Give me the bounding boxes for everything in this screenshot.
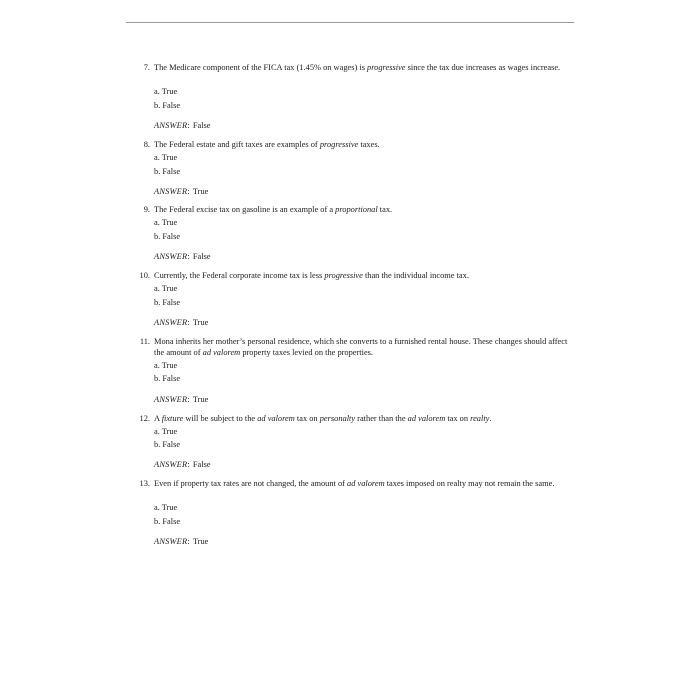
question-stem: Currently, the Federal corporate income tax is less progressive than the individual income tax. — [154, 271, 469, 280]
answer-line — [154, 460, 211, 471]
option-a: a. True — [154, 153, 178, 162]
answer-value: False — [192, 460, 211, 469]
option-a: a. True — [154, 361, 178, 370]
emphasized-term: progressive — [319, 140, 359, 149]
option-b: b. False — [154, 440, 181, 449]
answer-line — [154, 252, 211, 263]
emphasized-term: ad valorem — [347, 479, 385, 488]
option-b: b. False — [154, 101, 181, 110]
emphasized-term: ad valorem — [202, 347, 241, 357]
option-b: b. False — [154, 167, 181, 176]
emphasized-term: ad valorem — [407, 414, 446, 423]
question-stem: Mona inherits her mother’s personal residence, which she converts to a furnished rental house. These changes should affect the amount of ad valorem property taxes levied on the properties. — [154, 337, 568, 357]
answer-label: ANSWER : — [154, 537, 190, 546]
emphasized-term: fixture — [161, 414, 184, 423]
answer-value: True — [192, 187, 209, 196]
option-a: a. True — [154, 87, 178, 96]
answer-line — [154, 537, 208, 548]
option-b: b. False — [154, 298, 181, 307]
answer-line — [154, 187, 208, 198]
question-stem: The Medicare component of the FICA tax (1.45% on wages) is progressive since the tax due increases as wages increase. — [154, 63, 561, 72]
question-stem: A fixture will be subject to the ad valorem tax on personalty rather than the ad valorem tax on realty. — [154, 414, 492, 423]
question-stem: Even if property tax rates are not changed, the amount of ad valorem taxes imposed on realty may not remain the same. — [154, 479, 555, 488]
answer-value: True — [192, 537, 209, 546]
question-number: 7. — [143, 63, 150, 72]
emphasized-term: personalty — [319, 414, 356, 423]
answer-label: ANSWER : — [154, 395, 190, 404]
emphasized-term: realty — [470, 414, 490, 423]
question-number: 13. — [139, 479, 150, 488]
question-number: 10. — [139, 271, 150, 280]
option-a: a. True — [154, 284, 178, 293]
answer-label: ANSWER : — [154, 460, 190, 469]
question-stem: The Federal excise tax on gasoline is an example of a proportional tax. — [154, 205, 393, 214]
option-a: a. True — [154, 218, 178, 227]
answer-label: ANSWER : — [154, 318, 190, 327]
answer-label: ANSWER : — [154, 187, 190, 196]
option-b: b. False — [154, 232, 181, 241]
answer-line — [154, 318, 208, 329]
answer-label: ANSWER : — [154, 252, 190, 261]
answer-value: False — [192, 252, 211, 261]
emphasized-term: ad valorem — [257, 414, 295, 423]
emphasized-term: progressive — [367, 63, 406, 72]
answer-value: False — [192, 121, 211, 130]
emphasized-term: proportional — [335, 205, 378, 214]
option-b: b. False — [154, 517, 181, 526]
answer-value: True — [192, 395, 209, 404]
question-number: 8. — [143, 140, 150, 149]
answer-value: True — [192, 318, 209, 327]
option-a: a. True — [154, 503, 178, 512]
top-divider — [126, 22, 574, 23]
question-number: 12. — [139, 414, 150, 423]
answer-line — [154, 395, 208, 406]
answer-label: ANSWER : — [154, 121, 190, 130]
answer-line — [154, 121, 211, 132]
question-number: 9. — [143, 205, 150, 214]
option-a: a. True — [154, 427, 178, 436]
option-b: b. False — [154, 374, 181, 383]
question-stem: The Federal estate and gift taxes are examples of progressive taxes. — [154, 140, 380, 149]
question-number: 11. — [139, 337, 150, 346]
emphasized-term: progressive — [324, 271, 363, 280]
